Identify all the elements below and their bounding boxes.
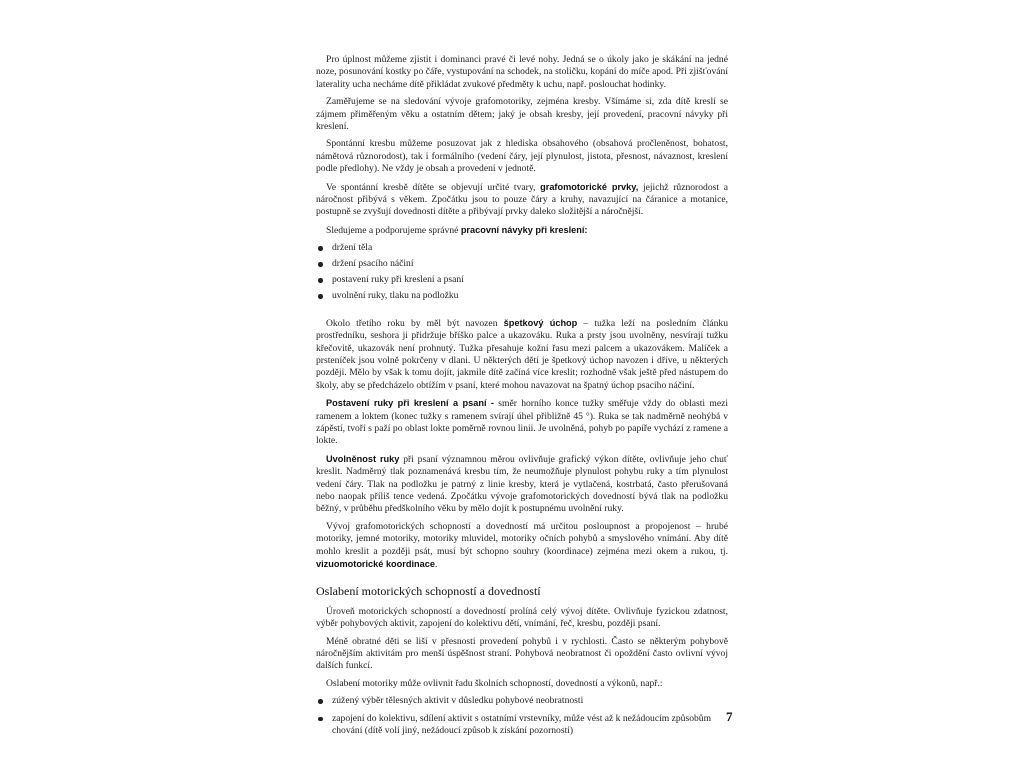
work-habits-list bbox=[316, 242, 728, 302]
list-item: zúžený výběr tělesných aktivit v důsledku pohybové neobratnosti bbox=[316, 695, 728, 707]
paragraph-spontaneous-drawing: Spontánní kresbu můžeme posuzovat jak z hlediska obsahového (obsahová pročleněnost, bohatost, námětová různorodost), tak i formálního (vedení čáry, její plynulost, jistota, přesnost, návaznost, kreslení podle předlohy). Ne vždy je obsah a provedení v jednotě. bbox=[316, 138, 728, 175]
paragraph-hand-position bbox=[316, 397, 728, 448]
page-number: 7 bbox=[726, 709, 733, 724]
term-hand-position: Postavení ruky při kreslení a psaní - bbox=[326, 398, 494, 409]
text-run: při psaní významnou měrou ovlivňuje grafický výkon dítěte, ovlivňuje jeho chuť kreslit. Nadměrný tlak poznamenává kresbu tím, že neumožňuje plynulost pohybu ruky a tím plynulost vedení čáry. Tlak na podložku je patrný z linie kresby, která je vytlačená, kostrbatá, často přerušovaná nebo naopak příliš tence vedená. Zpočátku vývoje grafomotorických dovedností bývá tlak na podložku běžný, v průběhu předškolního věku by mělo dojít k postupnému uvolnění ruky. bbox=[316, 453, 729, 515]
text-run: Ve spontánní kresbě dítěte se objevují určité tvary, bbox=[326, 181, 536, 193]
list-item: držení psacího náčiní bbox=[316, 258, 728, 270]
paragraph-grafomotorika: Zaměřujeme se na sledování vývoje grafomotoriky, zejména kresby. Všímáme si, zda dítě kreslí se zájmem přiměřeným věku a ostatním dětem; jaký je obsah kresby, její provedení, pracovní návyky při kreslení. bbox=[316, 96, 728, 133]
paragraph-visuomotor bbox=[316, 521, 728, 572]
paragraph-pinch-grip bbox=[316, 317, 728, 392]
text-run: jejichž různorodost a náročnost přibývá s věkem. Zpočátku jsou to pouze čáry a kruhy, navazující na čáranice a motanice, postupně se zvyšují dovednosti dítěte a přibývají prvky daleko složitější a náročnější. bbox=[316, 181, 729, 218]
spacer bbox=[316, 309, 728, 317]
text-run: Vývoj grafomotorických schopností a dovedností má určitou posloupnost a propojenost – hrubé motoriky, jemné motoriky, motoriky mluvidel, motoriky očních pohybů a smyslového vnímání. Aby dítě mohlo kreslit a později psát, musí být schopno souhry (koordinace) zejména mezi okem a rukou, tj. bbox=[316, 520, 728, 557]
term-hand-relaxation: Uvolněnost ruky bbox=[326, 453, 400, 464]
term-visuomotor-coordination: vizuomotorické koordinace bbox=[316, 559, 435, 569]
list-item: postavení ruky při kreslení a psaní bbox=[316, 274, 728, 286]
paragraph-grafomotor-elements bbox=[316, 181, 728, 219]
section-heading: Oslabení motorických schopností a dovedností bbox=[316, 584, 541, 599]
paragraph-work-habits bbox=[316, 224, 728, 237]
list-item: uvolnění ruky, tlaku na podložku bbox=[316, 290, 728, 302]
text-run: – tužka leží na posledním článku prostředníku, seshora ji přidržuje bříško palce a ukazováku. Ruka a prsty jsou uvolněny, nesvírají tužku křečovitě, ukazovák není prohnutý. Tužka přesahuje kožní řasu mezi palcem a ukazovákem. Malíček a prsteníček jsou volně pokrčeny v dlani. U některých dětí je špetkový úchop navozen i dříve, u některých později. Mělo by však k tomu dojít, jakmile dítě začíná více kreslit; rozhodně však ještě před nástupem do školy, aby se předcházelo obtížím v psaní, které mohou navazovat na špatný úchop psacího náčiní. bbox=[316, 317, 729, 391]
text-run: . bbox=[434, 559, 438, 570]
list-item: zapojení do kolektivu, sdílení aktivit s ostatními vrstevníky, může vést až k nežádoucím způsobům chování (dítě volí jiný, nežádoucí způsob k získání pozornosti) bbox=[316, 713, 728, 738]
paragraph-weakened-motor: Oslabení motoriky může ovlivnit řadu školních schopností, dovedností a výkonů, např.: bbox=[326, 677, 663, 689]
text-run: Okolo třetího roku by měl být navozen bbox=[326, 317, 498, 329]
text-run: Sledujeme a podporujeme správné bbox=[326, 224, 459, 236]
weakened-motor-list bbox=[316, 695, 728, 737]
page-content bbox=[316, 54, 728, 743]
term-pinch-grip: špetkový úchop bbox=[503, 317, 578, 328]
term-work-habits: pracovní návyky při kreslení: bbox=[460, 224, 588, 235]
paragraph-less-agile: Méně obratné děti se liší v přesnosti provedení pohybů i v rychlosti. Často se některým pohybově náročnějším aktivitám pro menší úspěšnost straní. Pohybová neobratnost či opoždění často ovlivní vývoj dalších funkcí. bbox=[316, 635, 728, 672]
text-run: směr horního konce tužky směřuje vždy do oblasti mezi ramenem a loktem (konec tužky s ramenem svírají úhel přibližně 45 °). Ruka se tak nadměrně neohýbá v zápěstí, tvoří s paží po oblast lokte poměrně rovnou linii. Je uvolněná, pohyb po papíře vychází z ramene a lokte. bbox=[316, 398, 728, 447]
list-item: držení těla bbox=[316, 242, 728, 254]
term-grafomotor-elements: grafomotorické prvky, bbox=[540, 181, 639, 192]
paragraph-dominance: Pro úplnost můžeme zjistit i dominanci pravé či levé nohy. Jedná se o úkoly jako je skákání na jedné noze, posunování kostky po čáře, vystupování na schodek, na stoličku, kopání do míče apod. Při zjišťování laterality ucha necháme dítě přikládat zvukové předměty k uchu, např. poslouchat hodinky. bbox=[316, 54, 728, 90]
paragraph-motor-level: Úroveň motorických schopností a dovedností prolíná celý vývoj dítěte. Ovlivňuje fyzickou zdatnost, výběr pohybových aktivit, zapojení do kolektivu dětí, vnímání, řeč, kresbu, později psaní. bbox=[316, 605, 728, 630]
paragraph-hand-relaxation bbox=[316, 453, 728, 516]
